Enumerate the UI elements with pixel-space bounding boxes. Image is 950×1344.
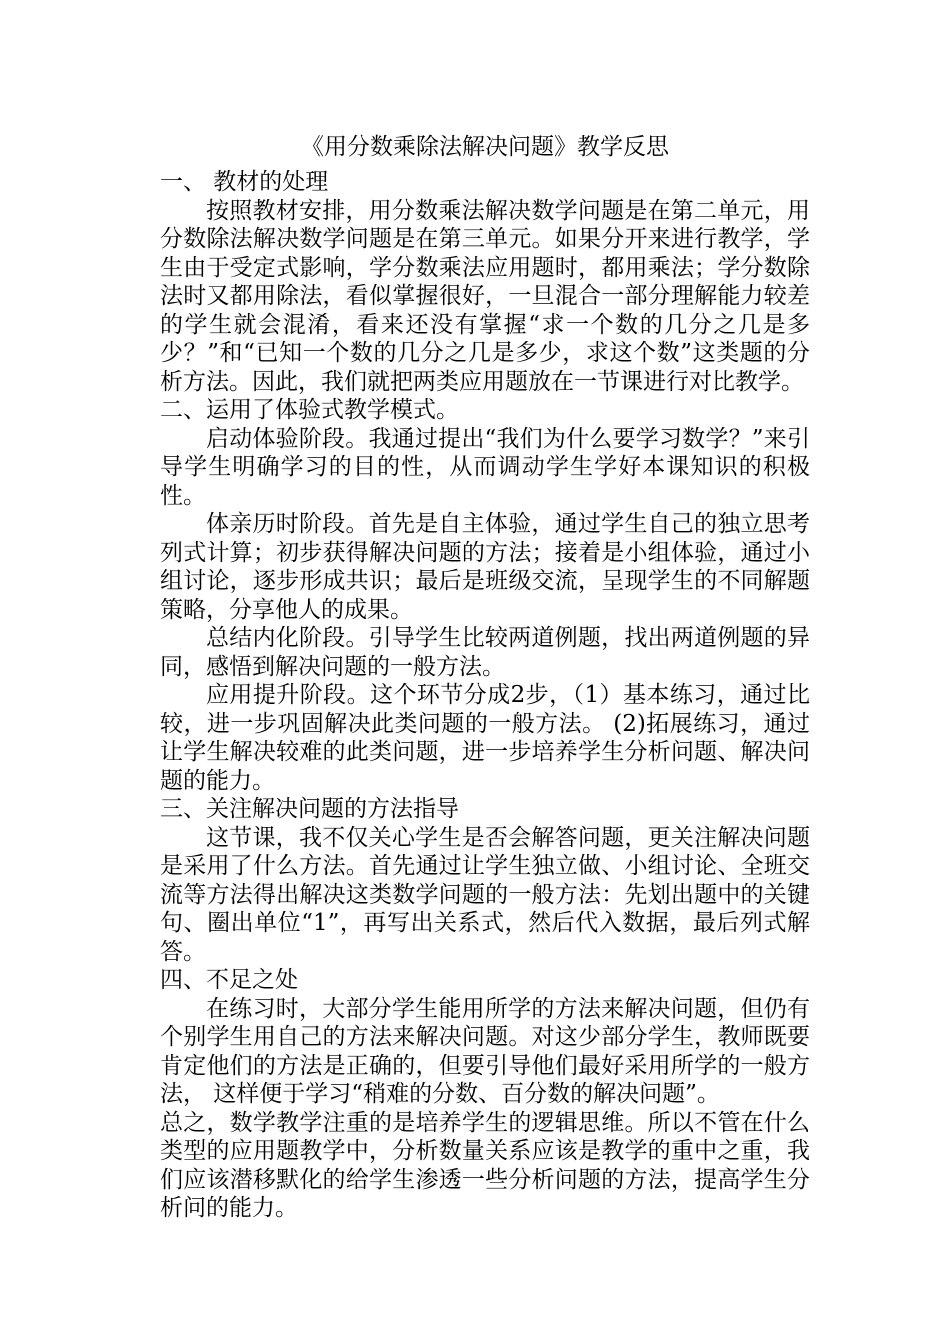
section-heading: 一、 教材的处理 xyxy=(160,169,329,195)
section-heading: 四、不足之处 xyxy=(160,967,298,993)
paragraph: 按照教材安排，用分数乘法解决数学问题是在第二单元，用分数除法解决数学问题是在第三单元。如果分开来进行教学，学生由于受定式影响，学分数乘法应用题时，都用乘法；学分数除法时又都用除法，看似掌握很好，一旦混合一部分理解能力较差的学生就会混淆，看来还没有掌握“求一个数的几分之几是多少？”和“已知一个数的几分之几是多少，求这个数”这类题的分析方法。因此，我们就把两类应用题放在一节课进行对比教学。 xyxy=(160,197,810,395)
document-title: 《用分数乘除法解决问题》教学反思 xyxy=(301,134,669,160)
paragraph: 体亲历时阶段。首先是自主体验，通过学生自己的独立思考列式计算；初步获得解决问题的方法；接着是小组体验，通过小组讨论，逐步形成共识；最后是班级交流，呈现学生的不同解题策略，分享他人的成果。 xyxy=(160,511,810,623)
section-heading: 二、运用了体验式教学模式。 xyxy=(160,397,459,423)
paragraph: 启动体验阶段。我通过提出“我们为什么要学习数学？”来引导学生明确学习的目的性，从而调动学生学好本课知识的积极性。 xyxy=(160,425,810,509)
paragraph: 应用提升阶段。这个环节分成2步，（1）基本练习，通过比较，进一步巩固解决此类问题的一般方法。 (2)拓展练习，通过让学生解决较难的此类问题，进一步培养学生分析问题、解决问题的能力。 xyxy=(160,682,810,794)
paragraph: 这节课，我不仅关心学生是否会解答问题，更关注解决问题是采用了什么方法。首先通过让学生独立做、小组讨论、全班交流等方法得出解决这类数学问题的一般方法：先划出题中的关键句、圈出单位“1”，再写出关系式，然后代入数据，最后列式解答。 xyxy=(160,824,810,965)
paragraph: 总结内化阶段。引导学生比较两道例题，找出两道例题的异同，感悟到解决问题的一般方法。 xyxy=(160,625,810,680)
conclusion-paragraph: 总之，数学教学注重的是培养学生的逻辑思维。所以不管在什么类型的应用题教学中，分析数量关系应该是教学的重中之重，我们应该潜移默化的给学生渗透一些分析问题的方法，提高学生分析问的能力。 xyxy=(160,1109,810,1221)
document-page xyxy=(160,132,810,1223)
section-method-guidance xyxy=(160,795,810,966)
section-heading: 三、关注解决问题的方法指导 xyxy=(160,796,459,822)
section-experiential-model xyxy=(160,396,810,795)
section-textbook-handling xyxy=(160,168,810,396)
paragraph: 在练习时，大部分学生能用所学的方法来解决问题，但仍有个别学生用自己的方法来解决问题。对这少部分学生，教师既要肯定他们的方法是正确的，但要引导他们最好采用所学的一般方法， 这样便于学习“稍难的分数、百分数的解决问题”。 xyxy=(160,995,810,1107)
section-shortcomings xyxy=(160,966,810,1109)
